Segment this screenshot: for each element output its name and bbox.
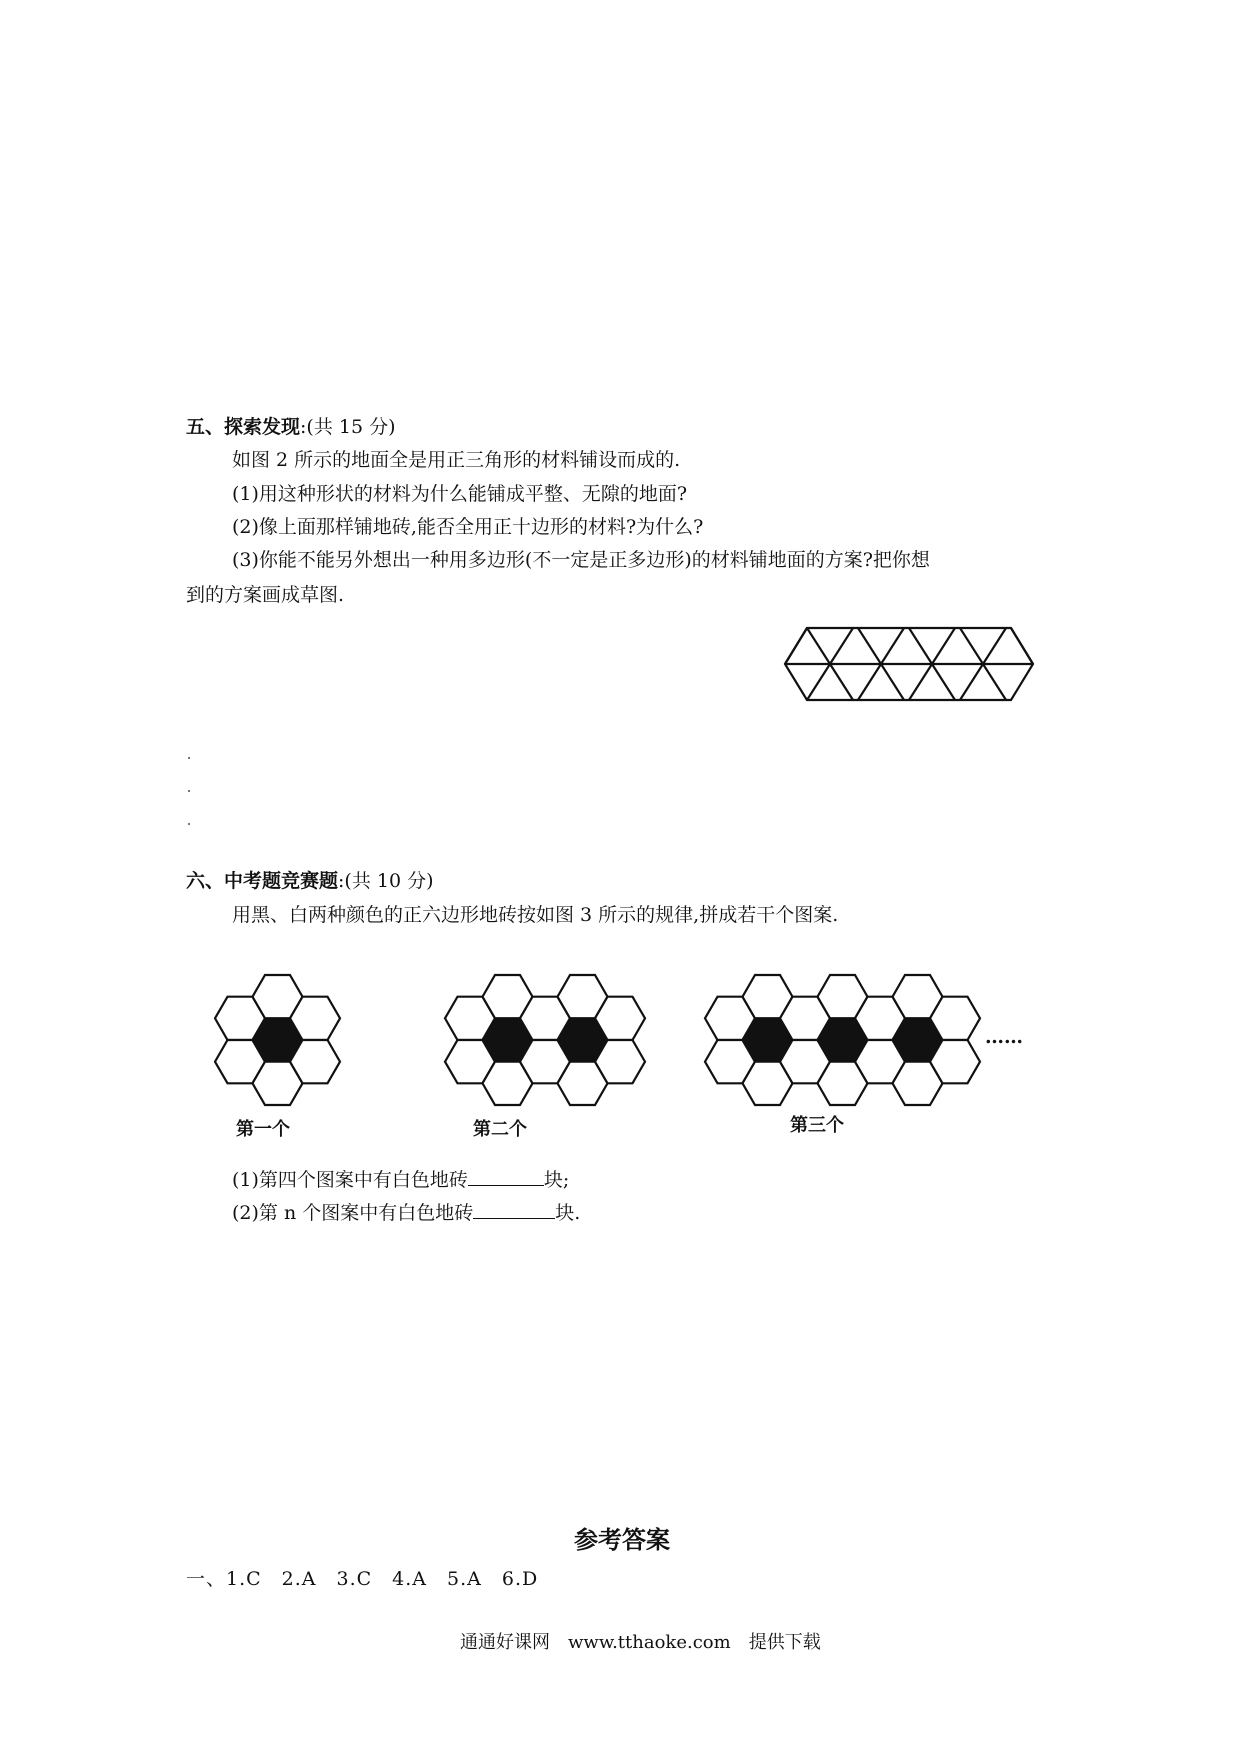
section6-score: :(共 10 分) bbox=[338, 870, 434, 892]
section5-question-3-line2: 到的方案画成草图. bbox=[186, 584, 345, 606]
pattern-ellipsis: …… bbox=[985, 1026, 1023, 1048]
answers-line-1: 一、1.C 2.A 3.C 4.A 5.A 6.D bbox=[186, 1568, 539, 1590]
tiling-edge bbox=[1011, 628, 1033, 664]
answer-blank-2[interactable] bbox=[473, 1200, 555, 1219]
section6-question-1-suffix: 块; bbox=[543, 1169, 570, 1191]
white-hexagon-tile bbox=[930, 1040, 980, 1083]
white-hexagon-tile bbox=[290, 997, 340, 1040]
white-hexagon-tile bbox=[930, 997, 980, 1040]
section5-question-3-line1: (3)你能不能另外想出一种用多边形(不一定是正多边形)的材料铺地面的方案?把你想 bbox=[232, 549, 930, 571]
section5-question-2: (2)像上面那样铺地砖,能否全用正十边形的材料?为什么? bbox=[232, 516, 704, 538]
section5-question-1: (1)用这种形状的材料为什么能铺成平整、无隙的地面? bbox=[232, 483, 688, 505]
triangle-grid bbox=[785, 628, 1033, 700]
section6-question-2 bbox=[232, 1200, 580, 1226]
section6-intro: 用黑、白两种颜色的正六边形地砖按如图 3 所示的规律,拼成若干个图案. bbox=[232, 904, 839, 926]
answers-title: 参考答案 bbox=[574, 1526, 670, 1554]
section6-question-2-suffix: 块. bbox=[555, 1202, 581, 1224]
section6-question-2-prefix: (2)第 n 个图案中有白色地砖 bbox=[232, 1202, 474, 1224]
tiling-edge bbox=[785, 628, 807, 664]
white-hexagon-tile bbox=[595, 1040, 645, 1083]
answer-blank-1[interactable] bbox=[468, 1167, 544, 1186]
section6-heading: 六、中考题竞赛题 bbox=[186, 870, 339, 892]
pattern-caption-2: 第二个 bbox=[473, 1119, 527, 1140]
footer-text: 通通好课网 www.tthaoke.com 提供下载 bbox=[460, 1632, 821, 1653]
white-hexagon-tile bbox=[595, 997, 645, 1040]
section5-intro: 如图 2 所示的地面全是用正三角形的材料铺设而成的. bbox=[232, 449, 681, 471]
white-hexagon-tile bbox=[290, 1040, 340, 1083]
pattern-caption-1: 第一个 bbox=[236, 1119, 290, 1140]
section6-title-row bbox=[186, 868, 434, 894]
section5-title-row bbox=[186, 414, 396, 440]
section5-score: :(共 15 分) bbox=[300, 416, 396, 438]
hexagon-patterns-figure bbox=[200, 950, 1200, 1130]
section6-question-1 bbox=[232, 1167, 569, 1193]
section5-heading: 五、探索发现 bbox=[186, 416, 301, 438]
section6-question-1-prefix: (1)第四个图案中有白色地砖 bbox=[232, 1169, 468, 1191]
pattern-caption-3: 第三个 bbox=[790, 1115, 844, 1136]
triangle-tiling-figure bbox=[785, 628, 1035, 708]
